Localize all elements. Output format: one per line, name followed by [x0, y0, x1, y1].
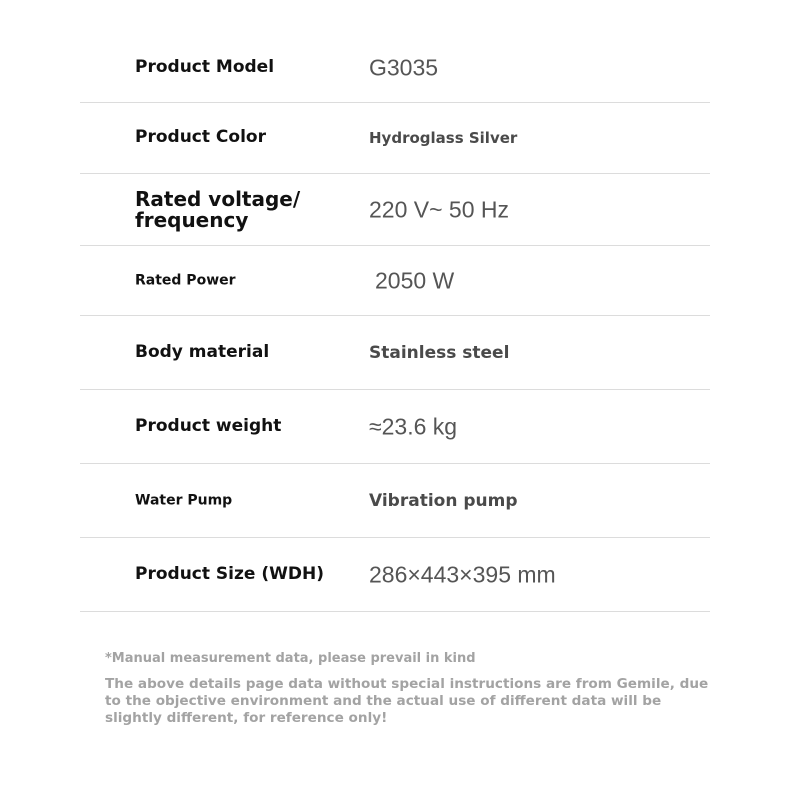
measurement-note: *Manual measurement data, please prevail in kind: [105, 651, 476, 666]
spec-label: Product Size (WDH): [135, 563, 324, 584]
spec-row-rated-power: [80, 246, 710, 316]
disclaimer-note: The above details page data without special instructions are from Gemile, due to the objective environment and the actual use of different data will be slightly different, for reference only!: [105, 676, 709, 726]
spec-value: 220 V~ 50 Hz: [369, 196, 510, 222]
spec-label: Water Pump: [135, 492, 233, 509]
spec-value: G3035: [369, 54, 439, 81]
spec-row-water-pump: [80, 464, 710, 538]
spec-label: Product weight: [135, 415, 282, 436]
spec-label: Product Model: [135, 57, 275, 78]
spec-row-product-model: [80, 34, 710, 103]
spec-table: [80, 34, 710, 612]
spec-row-product-weight: [80, 390, 710, 464]
spec-value: 286×443×395 mm: [369, 561, 556, 587]
spec-value: ≈23.6 kg: [369, 413, 458, 439]
spec-value: Hydroglass Silver: [369, 129, 518, 147]
spec-value: 2050 W: [375, 267, 455, 293]
spec-value: Stainless steel: [369, 342, 510, 363]
spec-label: Rated voltage/ frequency: [135, 186, 301, 232]
spec-label: Rated Power: [135, 272, 236, 289]
spec-label: Body material: [135, 341, 270, 362]
spec-row-product-color: [80, 103, 710, 174]
spec-row-rated-voltage-frequency: [80, 174, 710, 246]
spec-row-body-material: [80, 316, 710, 390]
spec-row-product-size: [80, 538, 710, 612]
spec-label: Product Color: [135, 127, 266, 148]
spec-value: Vibration pump: [369, 490, 518, 511]
